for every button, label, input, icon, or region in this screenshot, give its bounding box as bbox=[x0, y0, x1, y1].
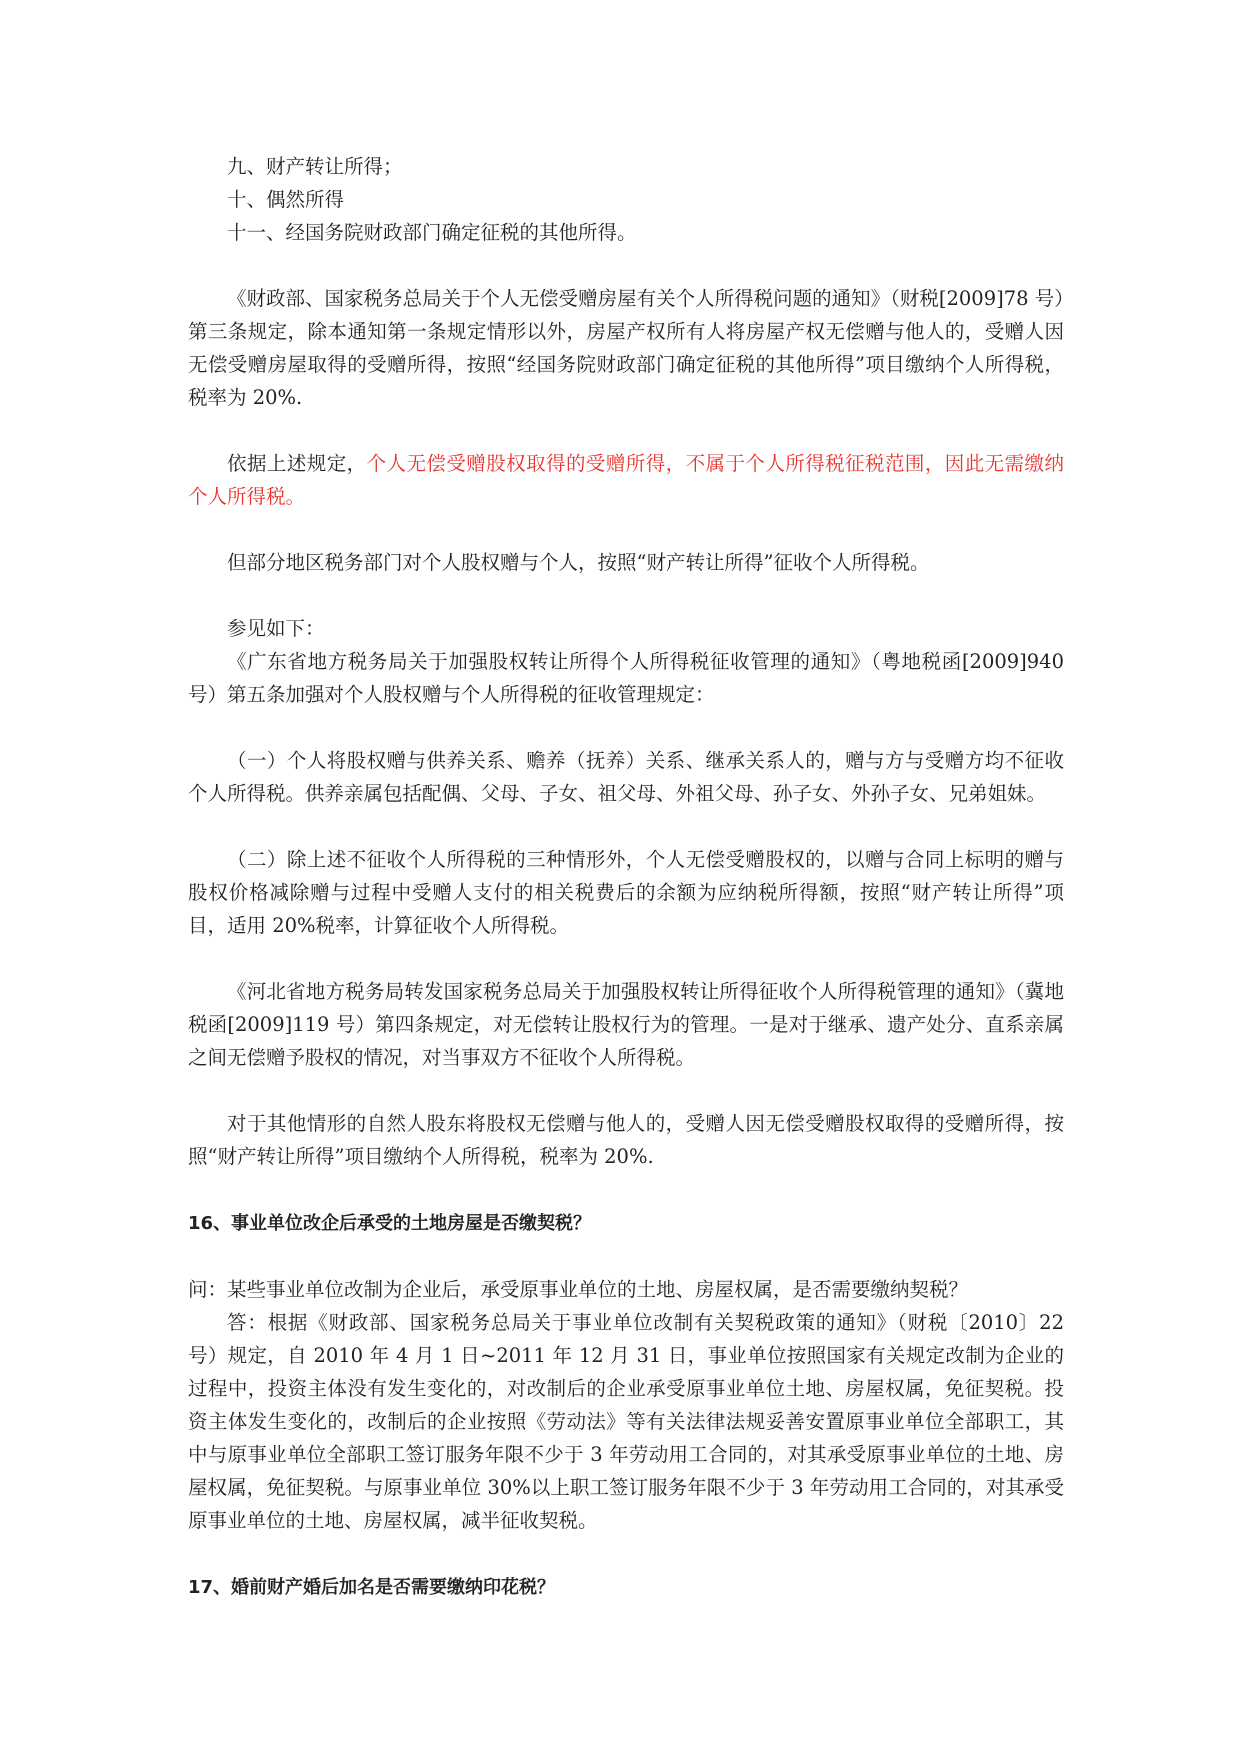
list-item-other-income: 十一、经国务院财政部门确定征税的其他所得。 bbox=[227, 221, 637, 244]
document-page bbox=[188, 150, 1064, 1604]
paragraph-hebei-notice: 《河北省地方税务局转发国家税务总局关于加强股权转让所得征收个人所得税管理的通知》（冀地税函[2009]119 号）第四条规定，对无偿转让股权行为的管理。一是对于继承、遗产处分、直系亲属之间无偿赠予股权的情况，对当事双方不征收个人所得税。 bbox=[188, 980, 1064, 1069]
question-16: 问：某些事业单位改制为企业后，承受原事业单位的土地、房屋权属，是否需要缴纳契税？ bbox=[188, 1278, 969, 1301]
paragraph-item-2: （二）除上述不征收个人所得税的三种情形外，个人无偿受赠股权的，以赠与合同上标明的赠与股权价格减除赠与过程中受赠人支付的相关税费后的余额为应纳税所得额，按照“财产转让所得”项目，适用 20%税率，计算征收个人所得税。 bbox=[188, 848, 1064, 937]
paragraph-item-1: （一）个人将股权赠与供养关系、赡养（抚养）关系、继承关系人的，赠与方与受赠方均不征收个人所得税。供养亲属包括配偶、父母、子女、祖父母、外祖父母、孙子女、外孙子女、兄弟姐妹。 bbox=[188, 749, 1064, 805]
paragraph-conclusion bbox=[188, 447, 1064, 513]
paragraph-guangdong-notice: 《广东省地方税务局关于加强股权转让所得个人所得税征收管理的通知》（粤地税函[2009]940 号）第五条加强对个人股权赠与个人所得税的征收管理规定： bbox=[188, 650, 1064, 706]
conclusion-prefix: 依据上述规定， bbox=[227, 452, 367, 475]
list-item-incidental-income: 十、偶然所得 bbox=[227, 188, 345, 211]
paragraph-other-cases: 对于其他情形的自然人股东将股权无偿赠与他人的，受赠人因无偿受赠股权取得的受赠所得，按照“财产转让所得”项目缴纳个人所得税，税率为 20%. bbox=[188, 1112, 1064, 1168]
paragraph-see-below: 参见如下： bbox=[227, 617, 325, 640]
list-item-property-transfer: 九、财产转让所得； bbox=[227, 155, 403, 178]
conclusion-highlight: 个人无偿受赠股权取得的受赠所得，不属于个人所得税征税范围，因此无需缴纳个人所得税。 bbox=[188, 452, 1064, 508]
heading-question-17: 17、婚前财产婚后加名是否需要缴纳印花税？ bbox=[188, 1577, 556, 1598]
answer-16: 答：根据《财政部、国家税务总局关于事业单位改制有关契税政策的通知》（财税〔2010〕22 号）规定，自 2010 年 4 月 1 日~2011 年 12 月 31 日，事业单位按照国家有关规定改制为企业的过程中，投资主体没有发生变化的，对改制后的企业承受原事业单位土地、房屋权属，免征契税。投资主体发生变化的，改制后的企业按照《劳动法》等有关法律法规妥善安置原事业单位全部职工，其中与原事业单位全部职工签订服务年限不少于 3 年劳动用工合同的，对其承受原事业单位的土地、房屋权属，免征契税。与原事业单位 30%以上职工签订服务年限不少于 3 年劳动用工合同的，对其承受原事业单位的土地、房屋权属，减半征收契税。 bbox=[188, 1311, 1064, 1532]
paragraph-notice-2009-78: 《财政部、国家税务总局关于个人无偿受赠房屋有关个人所得税问题的通知》（财税[2009]78 号）第三条规定，除本通知第一条规定情形以外，房屋产权所有人将房屋产权无偿赠与他人的，受赠人因无偿受赠房屋取得的受赠所得，按照“经国务院财政部门确定征税的其他所得”项目缴纳个人所得税，税率为 20%. bbox=[188, 287, 1064, 409]
heading-question-16: 16、事业单位改企后承受的土地房屋是否缴契税？ bbox=[188, 1213, 592, 1234]
paragraph-some-regions: 但部分地区税务部门对个人股权赠与个人，按照“财产转让所得”征收个人所得税。 bbox=[227, 551, 930, 574]
